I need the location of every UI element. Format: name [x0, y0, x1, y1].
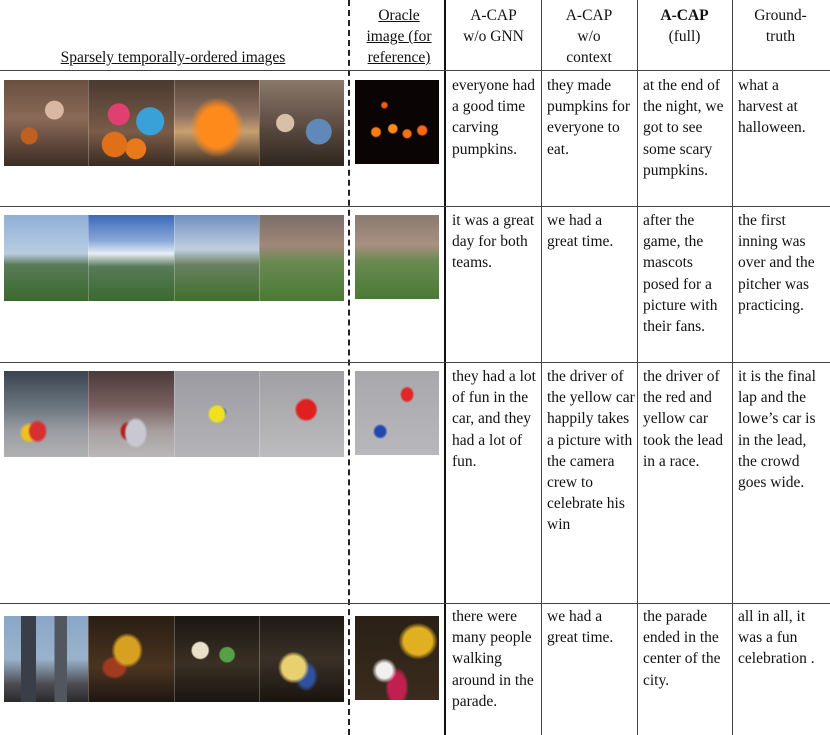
photo-frame	[259, 215, 344, 301]
caption-no-context: the driver of the yellow car happily takes a picture with the camera crew to celebrate his win	[547, 368, 635, 534]
photo-frame	[174, 616, 259, 702]
photo-frame	[88, 215, 173, 301]
col2-header-line2: w/o	[577, 28, 601, 45]
oracle-header-line1: Oracle	[378, 7, 420, 24]
col2-header-line3: context	[566, 49, 612, 66]
oracle-image-halloween	[355, 80, 439, 164]
col4-header-line1: Ground-	[754, 7, 807, 24]
caption-ground-truth: the first inning was over and the pitcher was practicing.	[738, 212, 815, 314]
caption-full: after the game, the mascots posed for a picture with their fans.	[643, 212, 718, 336]
col3-header-line2: (full)	[668, 28, 701, 45]
oracle-column-header	[356, 5, 442, 75]
caption-ground-truth: it is the final lap and the lowe’s car is in the lead, the crowd goes wide.	[738, 368, 816, 492]
photo-frame	[88, 616, 173, 702]
photo-frame	[88, 80, 173, 166]
photo-frame	[259, 616, 344, 702]
image-sequence-racing	[4, 371, 344, 457]
row-separator	[0, 206, 830, 207]
row-separator	[0, 603, 830, 604]
col1-header-line1: A-CAP	[470, 7, 517, 24]
caption-full: the parade ended in the center of the city.	[643, 608, 721, 689]
image-sequence-baseball	[4, 215, 344, 301]
photo-frame	[4, 80, 88, 166]
image-sequence-halloween	[4, 80, 344, 166]
col-header-no-gnn	[447, 5, 540, 75]
column-separator	[732, 0, 733, 735]
col1-header-line2: w/o GNN	[463, 28, 524, 45]
caption-no-context: we had a great time.	[547, 212, 614, 251]
caption-ground-truth: what a harvest at halloween.	[738, 77, 806, 137]
col-header-ground-truth	[733, 5, 828, 75]
caption-no-context: they made pumpkins for everyone to eat.	[547, 77, 631, 158]
caption-no-gnn: it was a great day for both teams.	[452, 212, 535, 272]
photo-frame	[259, 371, 344, 457]
oracle-image-racing	[355, 371, 439, 455]
photo-frame	[174, 215, 259, 301]
photo-frame	[174, 80, 259, 166]
row-separator	[0, 362, 830, 363]
oracle-header-line3: reference)	[367, 49, 431, 66]
sequence-column-header: Sparsely temporally-ordered images	[60, 49, 286, 66]
photo-frame	[4, 215, 88, 301]
photo-frame	[174, 371, 259, 457]
col2-header-line1: A-CAP	[565, 7, 613, 24]
caption-full: the driver of the red and yellow car took the lead in a race.	[643, 368, 724, 470]
caption-no-context: we had a great time.	[547, 608, 614, 647]
photo-frame	[4, 616, 88, 702]
solid-divider	[444, 0, 446, 735]
caption-no-gnn: they had a lot of fun in the car, and they had a lot of fun.	[452, 368, 536, 470]
column-separator	[637, 0, 638, 735]
header-rule	[0, 70, 830, 71]
col-header-no-context	[542, 5, 636, 75]
oracle-image-parade	[355, 616, 439, 700]
caption-no-gnn: everyone had a good time carving pumpkins.	[452, 77, 536, 158]
oracle-image-baseball	[355, 215, 439, 299]
col-header-full	[638, 5, 731, 75]
col4-header-line2: truth	[765, 28, 796, 45]
col3-header-line1: A-CAP	[660, 7, 709, 24]
image-sequence-parade	[4, 616, 344, 702]
photo-frame	[259, 80, 344, 166]
dashed-divider	[348, 0, 350, 735]
photo-frame	[4, 371, 88, 457]
photo-frame	[88, 371, 173, 457]
caption-full: at the end of the night, we got to see some scary pumpkins.	[643, 77, 724, 179]
oracle-header-line2: image (for	[366, 28, 432, 45]
column-separator	[541, 0, 542, 735]
caption-ground-truth: all in all, it was a fun celebration .	[738, 608, 815, 668]
caption-no-gnn: there were many people walking around in the parade.	[452, 608, 534, 710]
